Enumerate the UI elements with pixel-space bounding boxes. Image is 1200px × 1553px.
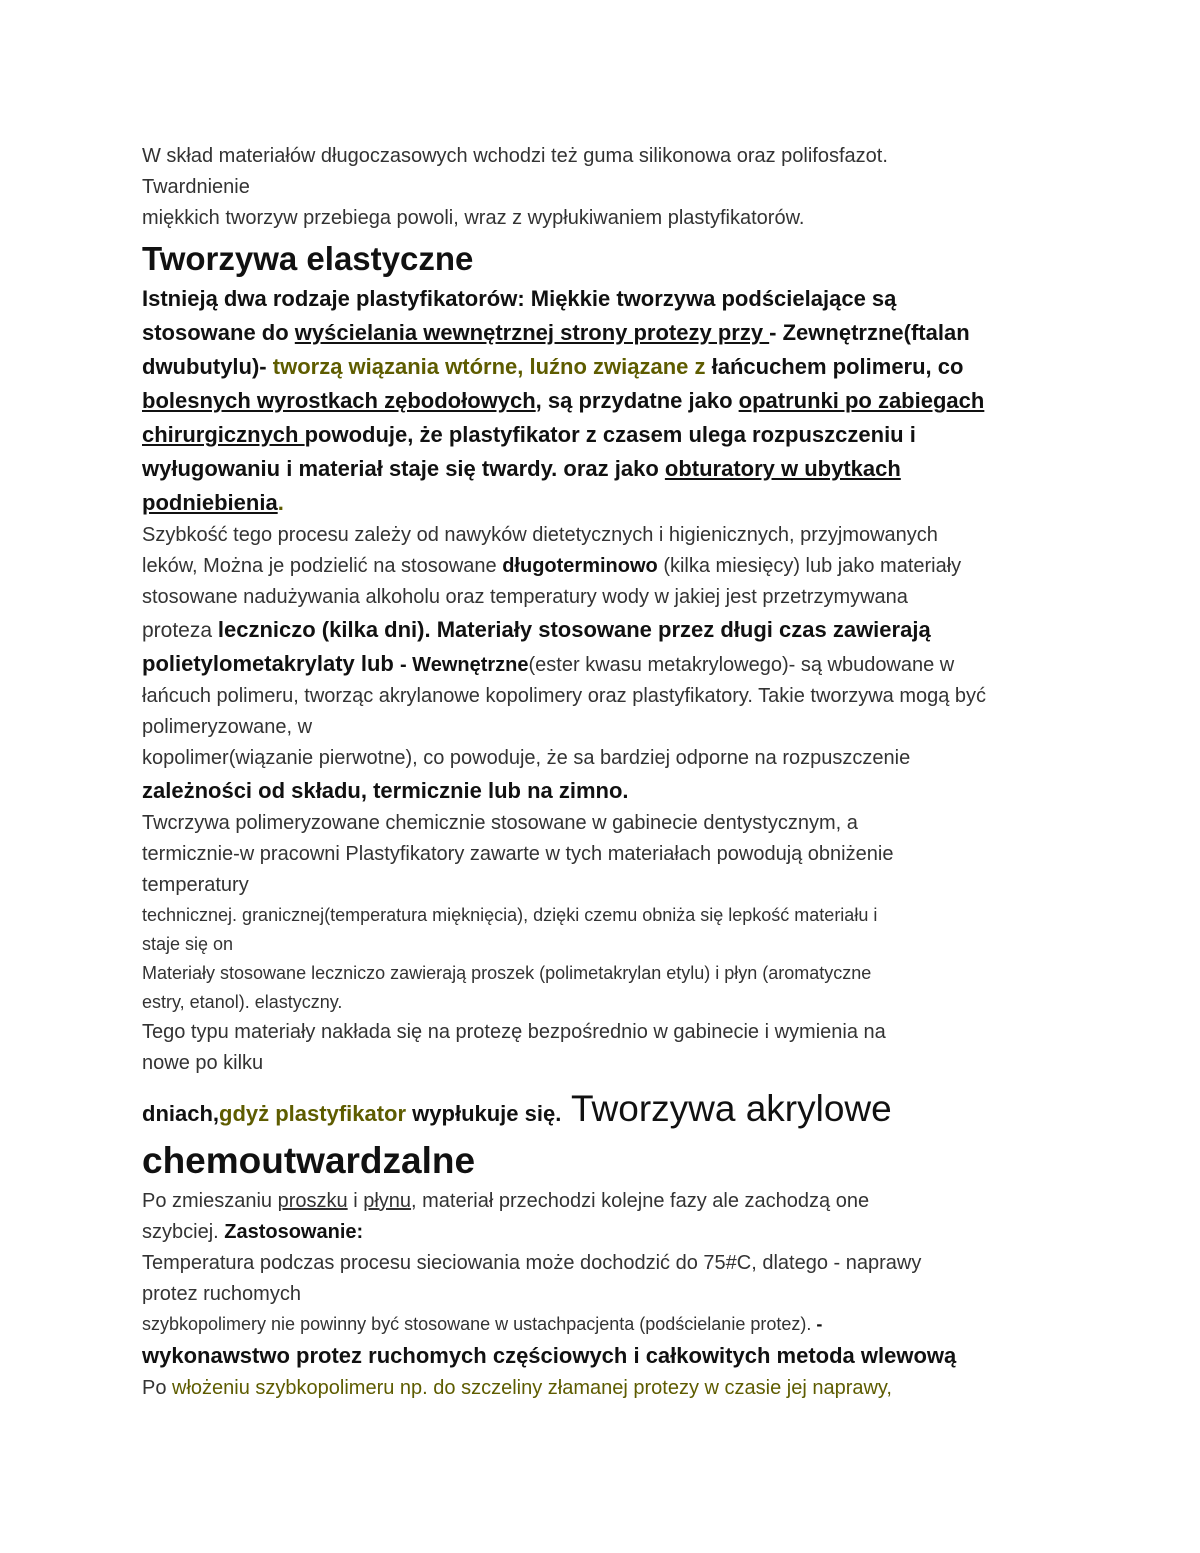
text-line: temperatury xyxy=(142,874,249,896)
bold-line: stosowane do wyścielania wewnętrznej strony protezy przy - Zewnętrzne(ftalan xyxy=(142,320,970,345)
olive-text: gdyż plastyfikator xyxy=(219,1101,407,1126)
olive-text: włożeniu szybkopolimeru np. do xyxy=(172,1377,462,1399)
text-line: Szybkość tego procesu zależy od nawyków dietetycznych i higienicznych, przyjmowanych xyxy=(142,524,938,546)
underlined-text: proszku xyxy=(277,1190,348,1212)
text-line: W skład materiałów długoczasowych wchodzi też guma silikonowa oraz polifosfazot. xyxy=(142,145,888,167)
heading-tworzywa-akrylowe: Tworzywa akrylowe xyxy=(561,1088,892,1129)
text-line: Materiały stosowane leczniczo zawierają proszek (polimetakrylan etylu) i płyn (aromatyczne xyxy=(142,963,872,983)
olive-text: szczeliny złamanej protezy w czasie jej naprawy, xyxy=(461,1377,892,1399)
underlined-text: wyścielania wewnętrznej strony protezy przy xyxy=(294,320,770,345)
text-line: Twardnienie xyxy=(142,176,250,198)
document-body xyxy=(142,141,1072,1404)
underlined-text: obturatory w ubytkach xyxy=(664,456,901,481)
bold-line: wyługowaniu i materiał staje się twardy. oraz jako obturatory w ubytkach xyxy=(142,456,901,481)
olive-text: tworzą wiązania wtórne, luźno związane z xyxy=(272,354,712,379)
bold-line-with-heading: dniach,gdyż plastyfikator wypłukuje się. Tworzywa akrylowe xyxy=(142,1088,892,1129)
text-line: szybkopolimery nie powinny być stosowane w ustachpacjenta (podścielanie protez). - xyxy=(142,1314,823,1334)
text-line: polimeryzowane, w xyxy=(142,716,313,738)
text-line: Twcrzywa polimeryzowane chemicznie stosowane w gabinecie dentystycznym, a xyxy=(142,812,858,834)
text-line: proteza leczniczo (kilka dni). Materiały stosowane przez długi czas zawierają xyxy=(142,617,931,642)
text-line: nowe po kilku xyxy=(142,1052,264,1074)
text-line: polietylometakrylaty lub - Wewnętrzne(ester kwasu metakrylowego)- są wbudowane w xyxy=(142,651,955,676)
bold-line: bolesnych wyrostkach zębodołowych, są przydatne jako opatrunki po zabiegach xyxy=(142,388,985,413)
bold-line: chirurgicznych powoduje, że plastyfikator z czasem ulega rozpuszczeniu i xyxy=(142,422,916,447)
text-line: Tego typu materiały nakłada się na protezę bezpośrednio w gabinecie i wymienia na xyxy=(142,1021,886,1043)
text-line: leków, Można je podzielić na stosowane długoterminowo (kilka miesięcy) lub jako materiały xyxy=(142,555,962,577)
underlined-text: podniebienia xyxy=(142,490,278,515)
text-line: kopolimer(wiązanie pierwotne), co powoduje, że sa bardziej odporne na rozpuszczenie xyxy=(142,747,911,769)
text-line: stosowane nadużywania alkoholu oraz temperatury wody w jakiej jest przetrzymywana xyxy=(142,586,908,608)
text-line: szybciej. Zastosowanie: xyxy=(142,1221,364,1243)
text-line: protez ruchomych xyxy=(142,1283,301,1305)
bold-line: wykonawstwo protez ruchomych częściowych i całkowitych metoda wlewową xyxy=(142,1343,957,1368)
bold-term: długoterminowo xyxy=(502,555,658,577)
text-line: staje się on xyxy=(142,934,234,954)
text-line: łańcuch polimeru, tworząc akrylanowe kopolimery oraz plastyfikatory. Takie tworzywa mogą być xyxy=(142,685,987,707)
bold-line: podniebienia. xyxy=(142,490,284,515)
text-line: technicznej. granicznej(temperatura mięknięcia), dzięki czemu obniża się lepkość materiału i xyxy=(142,905,878,925)
text-line: miękkich tworzyw przebiega powoli, wraz z wypłukiwaniem plastyfikatorów. xyxy=(142,207,805,229)
heading-chemoutwardzalne: chemoutwardzalne xyxy=(142,1140,476,1181)
bold-term: Zastosowanie: xyxy=(224,1221,364,1243)
text-line: Temperatura podczas procesu sieciowania może dochodzić do 75#C, dlatego - naprawy xyxy=(142,1252,922,1274)
text-line: Po zmieszaniu proszku i płynu, materiał przechodzi kolejne fazy ale zachodzą one xyxy=(142,1190,870,1212)
bold-line: zależności od składu, termicznie lub na zimno. xyxy=(142,778,629,803)
underlined-text: bolesnych wyrostkach zębodołowych xyxy=(142,388,536,413)
heading-tworzywa-elastyczne: Tworzywa elastyczne xyxy=(142,240,474,277)
text-line: estry, etanol). elastyczny. xyxy=(142,992,343,1012)
bold-line: dwubutylu)- tworzą wiązania wtórne, luźno związane z łańcuchem polimeru, co xyxy=(142,354,964,379)
underlined-text: płynu xyxy=(363,1190,412,1212)
underlined-text: opatrunki po zabiegach xyxy=(738,388,985,413)
text-line: termicznie-w pracowni Plastyfikatory zawarte w tych materiałach powodują obniżenie xyxy=(142,843,894,865)
underlined-text: chirurgicznych xyxy=(142,422,305,447)
bold-line: Istnieją dwa rodzaje plastyfikatorów: Miękkie tworzywa podścielające są xyxy=(142,286,897,311)
text-line: Po włożeniu szybkopolimeru np. do szczeliny złamanej protezy w czasie jej naprawy, xyxy=(142,1377,892,1399)
